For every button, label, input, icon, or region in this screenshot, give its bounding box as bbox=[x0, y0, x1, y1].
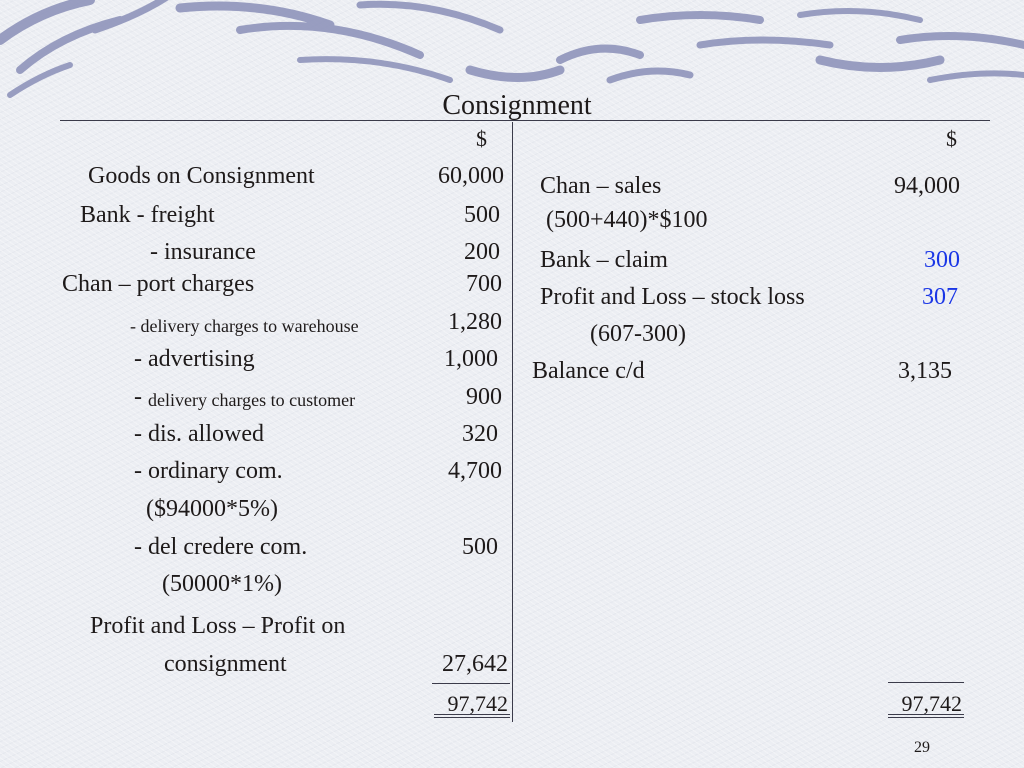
debit-row-amount: 500 bbox=[464, 202, 500, 228]
page-number: 29 bbox=[914, 739, 930, 756]
credit-row-label: (500+440)*$100 bbox=[546, 207, 708, 233]
debit-row-amount: 320 bbox=[462, 421, 498, 447]
credit-subtotal-rule bbox=[888, 682, 964, 683]
debit-row-label: ($94000*5%) bbox=[146, 496, 278, 522]
debit-row-amount: 60,000 bbox=[438, 163, 504, 189]
credit-row-amount: 300 bbox=[924, 247, 960, 273]
debit-row-label: - advertising bbox=[134, 346, 255, 372]
debit-row-label: Chan – port charges bbox=[62, 271, 255, 297]
debit-row-label: - ordinary com. bbox=[134, 458, 283, 484]
debit-row-label: Goods on Consignment bbox=[88, 163, 315, 189]
debit-row-amount: 900 bbox=[466, 384, 502, 410]
credit-row-amount: 94,000 bbox=[894, 173, 960, 199]
debit-row-label: - dis. allowed bbox=[134, 421, 264, 447]
debit-row-label: - delivery charges to warehouse bbox=[130, 316, 359, 336]
debit-row-amount: 4,700 bbox=[448, 458, 502, 484]
credit-row-label: Balance c/d bbox=[532, 358, 645, 384]
debit-row-amount: 1,000 bbox=[444, 346, 498, 372]
debit-row-label: (50000*1%) bbox=[162, 571, 282, 597]
credit-row-amount: 3,135 bbox=[898, 358, 952, 384]
debit-row-label: - del credere com. bbox=[134, 534, 308, 560]
debit-subtotal-rule bbox=[432, 683, 510, 684]
credit-row-label: Bank – claim bbox=[540, 247, 668, 273]
credit-row-label: (607-300) bbox=[590, 321, 686, 347]
decorative-brush-strokes bbox=[0, 0, 1024, 100]
debit-row-amount: 700 bbox=[466, 271, 502, 297]
debit-row-amount: 1,280 bbox=[448, 309, 502, 335]
debit-row-amount: 27,642 bbox=[442, 651, 508, 677]
credit-total-double-rule bbox=[888, 714, 964, 718]
debit-row-label: - insurance bbox=[150, 239, 256, 265]
credit-currency-header: $ bbox=[946, 126, 957, 151]
page-title: Consignment bbox=[442, 90, 592, 121]
debit-row-amount: 200 bbox=[464, 239, 500, 265]
debit-row-label: Profit and Loss – Profit on bbox=[90, 613, 346, 639]
credit-row-label: Chan – sales bbox=[540, 173, 662, 199]
credit-row-amount: 307 bbox=[922, 284, 958, 310]
debit-currency-header: $ bbox=[476, 126, 487, 151]
debit-row-label: Bank - freight bbox=[80, 202, 215, 228]
debit-row-amount: 500 bbox=[462, 534, 498, 560]
debit-total: 97,742 bbox=[447, 691, 508, 716]
debit-row-dash: - bbox=[134, 384, 142, 410]
credit-row-label: Profit and Loss – stock loss bbox=[540, 284, 805, 310]
debit-row-label: consignment bbox=[164, 651, 287, 677]
debit-row-label: delivery charges to customer bbox=[148, 390, 356, 410]
account-top-rule bbox=[60, 120, 990, 121]
credit-total: 97,742 bbox=[901, 691, 962, 716]
account-center-rule bbox=[512, 122, 513, 722]
debit-total-double-rule bbox=[434, 714, 510, 718]
